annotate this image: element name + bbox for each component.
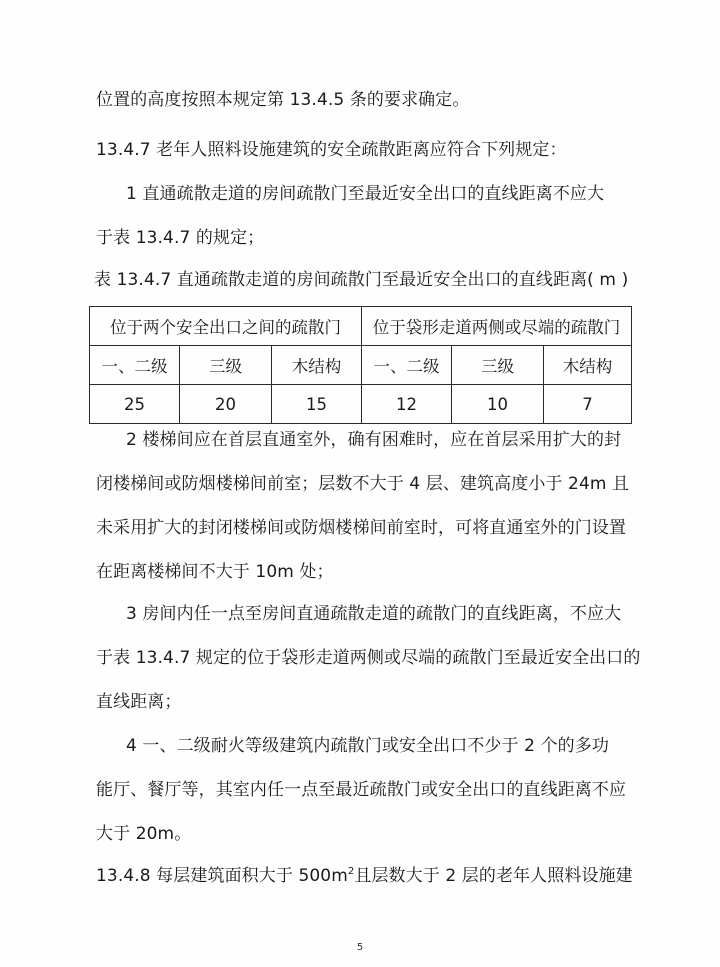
text-line: 3 房间内任一点至房间直通疏散走道的疏散门的直线距离，不应大 <box>126 604 622 624</box>
distance-table <box>89 306 632 424</box>
table-subheader-cell: 一、二级 <box>362 346 452 385</box>
table-cell: 10 <box>452 385 544 424</box>
clause-heading-13-4-8 <box>96 864 633 888</box>
table-subheader-row <box>90 346 632 385</box>
text-line: 2 楼梯间应在首层直通室外，确有困难时，应在首层采用扩大的封 <box>126 430 622 450</box>
table-subheader-cell: 木结构 <box>272 346 362 385</box>
table-subheader-cell: 三级 <box>452 346 544 385</box>
table-row <box>90 385 632 424</box>
text-line: 于表 13.4.7 规定的位于袋形走道两侧或尽端的疏散门至最近安全出口的 <box>96 648 641 668</box>
clause-heading-13-4-7: 13.4.7 老年人照料设施建筑的安全疏散距离应符合下列规定： <box>96 140 567 160</box>
table-cell: 15 <box>272 385 362 424</box>
text-line: 4 一、二级耐火等级建筑内疏散门或安全出口不少于 2 个的多功 <box>126 736 609 756</box>
text-line: 在距离楼梯间不大于 10m 处； <box>96 562 334 582</box>
table-subheader-cell: 三级 <box>180 346 272 385</box>
table-group-header: 位于袋形走道两侧或尽端的疏散门 <box>362 307 632 346</box>
table-cell: 12 <box>362 385 452 424</box>
table-caption: 表 13.4.7 直通疏散走道的房间疏散门至最近安全出口的直线距离( m ) <box>94 270 629 290</box>
table-cell: 20 <box>180 385 272 424</box>
text-segment: 且层数大于 2 层的老年人照料设施建 <box>354 866 633 886</box>
text-line: 直线距离； <box>96 692 182 712</box>
superscript: 2 <box>347 866 355 877</box>
page-number: 5 <box>356 942 364 953</box>
table-subheader-cell: 一、二级 <box>90 346 180 385</box>
table-group-header: 位于两个安全出口之间的疏散门 <box>90 307 362 346</box>
text-line: 未采用扩大的封闭楼梯间或防烟楼梯间前室时，可将直通室外的门设置 <box>96 518 627 538</box>
table-cell: 25 <box>90 385 180 424</box>
text-segment: 13.4.8 每层建筑面积大于 500m <box>96 866 348 886</box>
text-line: 位置的高度按照本规定第 13.4.5 条的要求确定。 <box>96 90 470 110</box>
table-header-row <box>90 307 632 346</box>
text-line: 于表 13.4.7 的规定； <box>96 228 265 248</box>
table-cell: 7 <box>544 385 632 424</box>
text-line: 能厅、餐厅等，其室内任一点至最近疏散门或安全出口的直线距离不应 <box>96 780 627 800</box>
table-subheader-cell: 木结构 <box>544 346 632 385</box>
text-line: 1 直通疏散走道的房间疏散门至最近安全出口的直线距离不应大 <box>126 184 605 204</box>
text-line: 闭楼梯间或防烟楼梯间前室；层数不大于 4 层、建筑高度小于 24m 且 <box>96 474 630 494</box>
text-line: 大于 20m。 <box>96 824 192 844</box>
